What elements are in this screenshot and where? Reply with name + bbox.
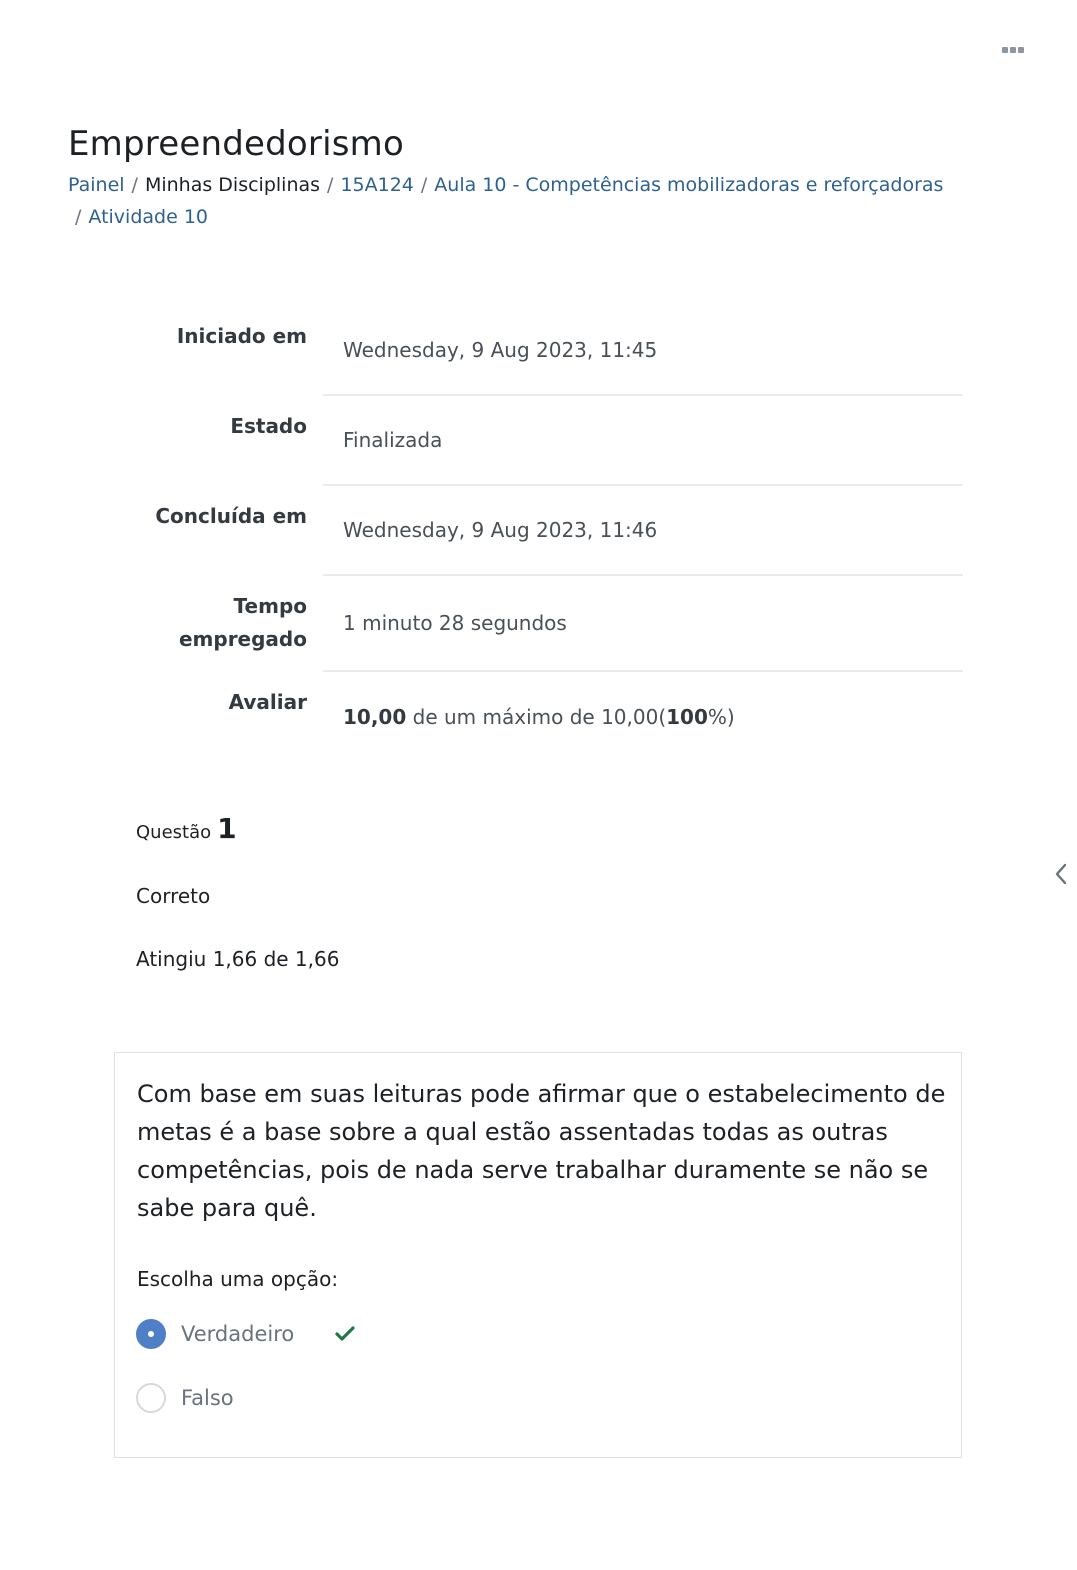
summary-row-grade (0, 672, 1077, 762)
chevron-left-icon[interactable] (1050, 860, 1072, 888)
breadcrumb-item-minhas-disciplinas: Minhas Disciplinas (144, 174, 321, 196)
question-mark: Atingiu 1,66 de 1,66 (136, 947, 340, 971)
grade-value (323, 672, 963, 762)
time-label (0, 576, 307, 672)
attempt-summary (0, 306, 1077, 762)
breadcrumb-separator: / (420, 174, 428, 196)
started-label: Iniciado em (176, 324, 307, 348)
state-value: Finalizada (323, 396, 963, 486)
summary-row-state (0, 396, 1077, 486)
option-falso[interactable] (136, 1383, 234, 1413)
grade-end: %) (707, 705, 735, 729)
grade-middle: de um máximo de 10,00( (412, 705, 667, 729)
more-dot (1018, 47, 1024, 53)
summary-row-time (0, 576, 1077, 672)
question-state: Correto (136, 884, 211, 908)
grade-label: Avaliar (228, 690, 307, 714)
breadcrumb (68, 169, 968, 233)
time-label-line2: empregado (178, 627, 307, 651)
summary-row-started (0, 306, 1077, 396)
breadcrumb-item-painel[interactable]: Painel (68, 174, 125, 196)
more-dot (1010, 47, 1016, 53)
summary-row-completed (0, 486, 1077, 576)
question-text: Com base em suas leituras pode afirmar que o estabelecimento de metas é a base sobre a qual estão assentadas todas as outras competências, pois de nada serve trabalhar duramente se não se sabe para quê. (137, 1080, 946, 1222)
radio-verdadeiro[interactable] (136, 1319, 166, 1349)
option-label-falso: Falso (181, 1386, 234, 1410)
question-content (114, 1052, 962, 1458)
page-title: Empreendedorismo (68, 124, 404, 164)
more-dot (1002, 47, 1008, 53)
started-value: Wednesday, 9 Aug 2023, 11:45 (323, 306, 963, 396)
time-value: 1 minuto 28 segundos (323, 576, 963, 672)
grade-score: 10,00 (343, 705, 407, 729)
breadcrumb-item-course[interactable]: 15A124 (340, 174, 414, 196)
completed-value: Wednesday, 9 Aug 2023, 11:46 (323, 486, 963, 576)
question-info (136, 812, 340, 971)
question-number (136, 812, 237, 862)
breadcrumb-item-activity[interactable]: Atividade 10 (88, 206, 208, 228)
option-verdadeiro[interactable] (136, 1319, 356, 1349)
time-label-line1: Tempo (233, 594, 307, 618)
check-icon (334, 1323, 356, 1345)
breadcrumb-item-section[interactable]: Aula 10 - Competências mobilizadoras e reforçadoras (434, 174, 944, 196)
question-number-value: 1 (217, 812, 237, 845)
breadcrumb-separator: / (75, 206, 82, 228)
state-label: Estado (230, 414, 307, 438)
breadcrumb-separator: / (131, 174, 138, 196)
completed-label: Concluída em (155, 504, 307, 528)
grade-percent: 100 (666, 705, 708, 729)
option-label-verdadeiro: Verdadeiro (181, 1322, 295, 1346)
radio-falso[interactable] (136, 1383, 166, 1413)
breadcrumb-separator: / (327, 174, 334, 196)
question-prefix: Questão (136, 822, 212, 843)
more-options-icon[interactable] (998, 40, 1028, 60)
answer-prompt: Escolha uma opção: (137, 1267, 339, 1291)
